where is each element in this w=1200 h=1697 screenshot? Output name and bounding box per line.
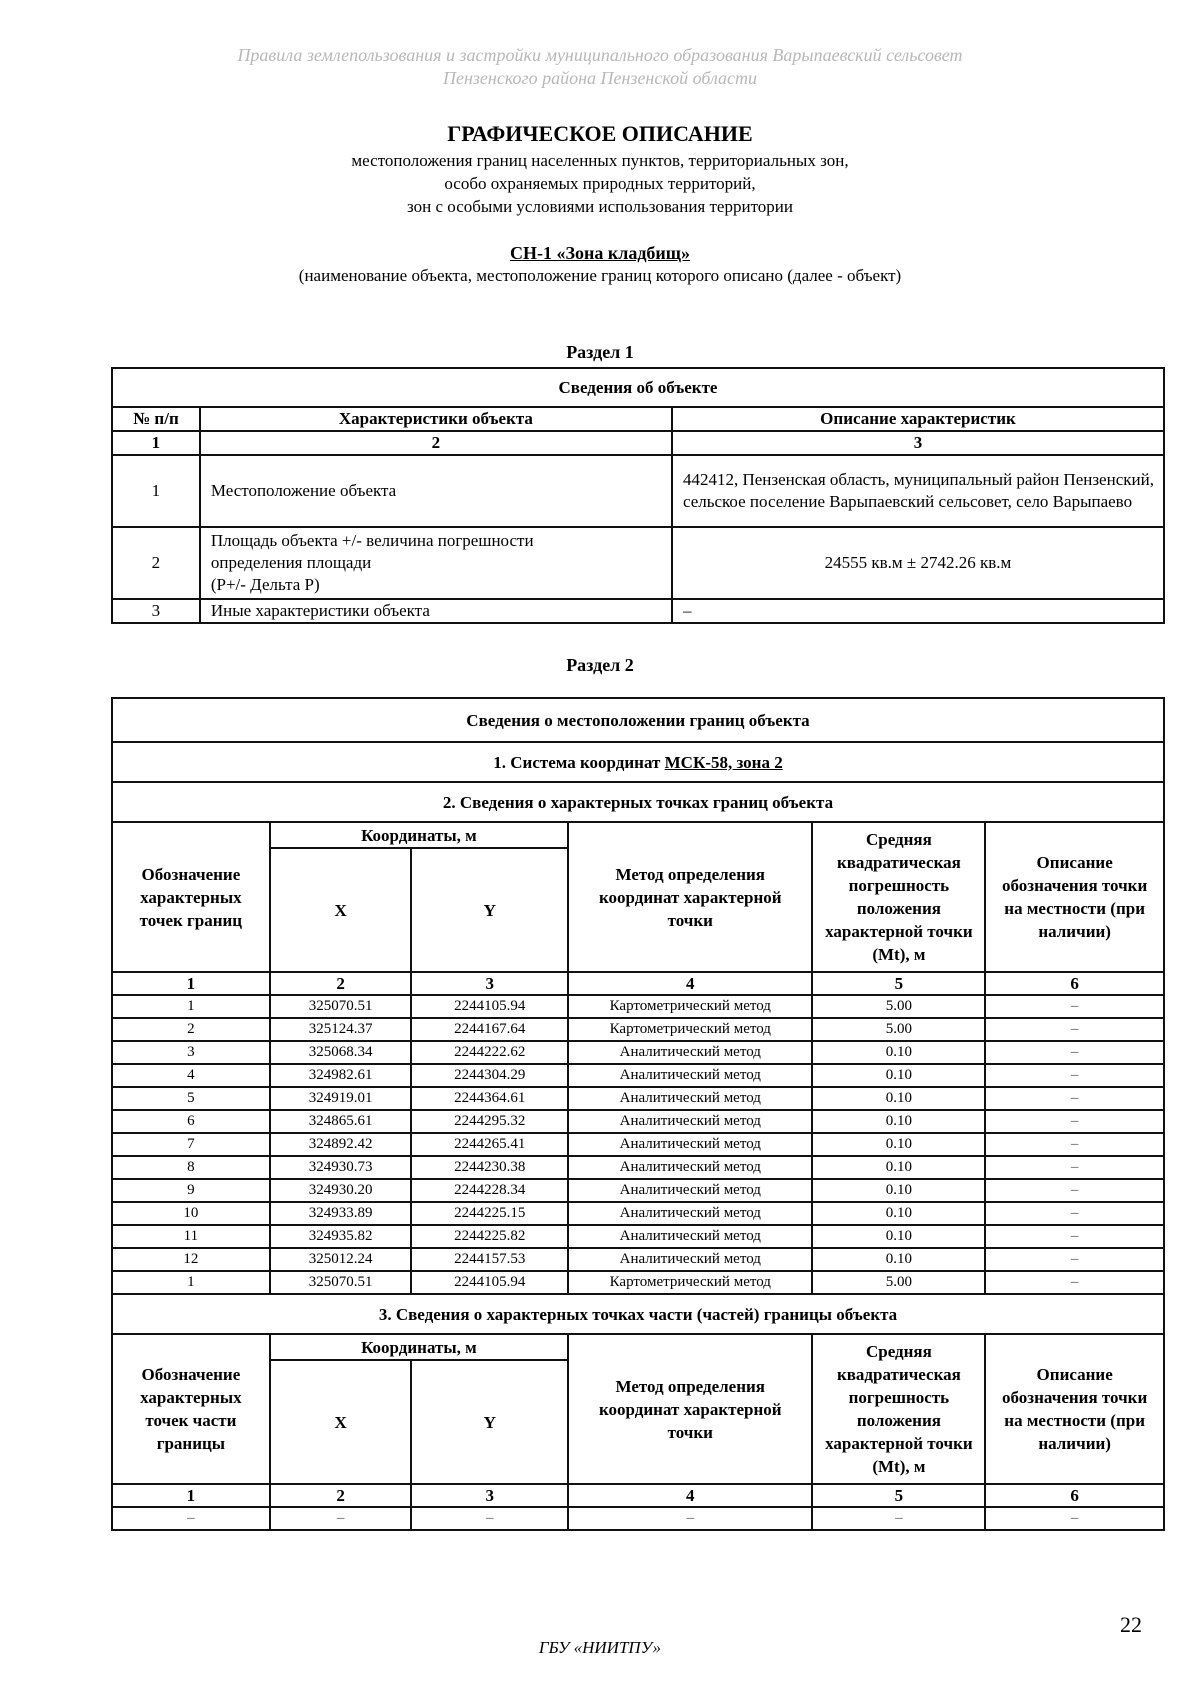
running-header-line1: Правила землепользования и застройки муниципального образования Варыпаевский сельсовет xyxy=(237,45,963,65)
point-error: 0.10 xyxy=(812,1179,985,1202)
column-number: 5 xyxy=(812,1484,985,1507)
point-id: 11 xyxy=(112,1225,270,1248)
point-y: – xyxy=(411,1507,568,1530)
point-x: – xyxy=(270,1507,412,1530)
point-y: 2244222.62 xyxy=(411,1041,568,1064)
points-body xyxy=(112,995,1164,1294)
column-number: 1 xyxy=(112,431,200,455)
point-error: 0.10 xyxy=(812,1156,985,1179)
table-title: Сведения о местоположении границ объекта xyxy=(112,698,1164,742)
table-title: Сведения об объекте xyxy=(112,368,1164,407)
point-y: 2244167.64 xyxy=(411,1018,568,1041)
point-description: – xyxy=(985,1225,1164,1248)
point-x: 325070.51 xyxy=(270,995,412,1018)
table-row xyxy=(112,1156,1164,1179)
object-name: СН-1 «Зона кладбищ» xyxy=(509,243,690,263)
point-error: 0.10 xyxy=(812,1087,985,1110)
table-row xyxy=(112,1087,1164,1110)
column-header: Метод определения координат характерной точки xyxy=(568,1334,812,1484)
table-row xyxy=(112,599,1164,623)
object-info-table xyxy=(111,367,1165,624)
point-description: – xyxy=(985,1202,1164,1225)
point-method: Аналитический метод xyxy=(568,1248,812,1271)
point-id: 1 xyxy=(112,1271,270,1294)
section2-heading: Раздел 2 xyxy=(566,655,634,675)
point-id: 6 xyxy=(112,1110,270,1133)
point-y: 2244228.34 xyxy=(411,1179,568,1202)
table-row xyxy=(112,1271,1164,1294)
table-row xyxy=(112,995,1164,1018)
column-number: 3 xyxy=(672,431,1164,455)
column-header: Характеристики объекта xyxy=(200,407,672,431)
point-error: 0.10 xyxy=(812,1133,985,1156)
description: 442412, Пензенская область, муниципальный район Пензенский, сельское поселение Варыпаевский сельсовет, село Варыпаево xyxy=(672,455,1164,527)
table-row xyxy=(112,1202,1164,1225)
point-description: – xyxy=(985,1179,1164,1202)
point-x: 324930.20 xyxy=(270,1179,412,1202)
footer-organization: ГБУ «НИИТПУ» xyxy=(538,1638,662,1657)
description: – xyxy=(672,599,1164,623)
point-description: – xyxy=(985,995,1164,1018)
point-error: 0.10 xyxy=(812,1041,985,1064)
point-y: 2244105.94 xyxy=(411,1271,568,1294)
point-x: 324982.61 xyxy=(270,1064,412,1087)
point-y: 2244230.38 xyxy=(411,1156,568,1179)
column-header: Координаты, м xyxy=(270,822,568,848)
point-id: 2 xyxy=(112,1018,270,1041)
column-number: 3 xyxy=(411,1484,568,1507)
point-method: Аналитический метод xyxy=(568,1202,812,1225)
point-description: – xyxy=(985,1018,1164,1041)
point-error: 0.10 xyxy=(812,1225,985,1248)
column-header: X xyxy=(270,848,412,972)
point-x: 325068.34 xyxy=(270,1041,412,1064)
point-id: 7 xyxy=(112,1133,270,1156)
point-description: – xyxy=(985,1271,1164,1294)
point-method: Картометрический метод xyxy=(568,1018,812,1041)
point-id: 1 xyxy=(112,995,270,1018)
column-number: 6 xyxy=(985,1484,1164,1507)
point-id: 9 xyxy=(112,1179,270,1202)
point-x: 324930.73 xyxy=(270,1156,412,1179)
point-error: 0.10 xyxy=(812,1248,985,1271)
table-row xyxy=(112,455,1164,527)
point-error: 0.10 xyxy=(812,1202,985,1225)
point-method: Аналитический метод xyxy=(568,1041,812,1064)
point-description: – xyxy=(985,1041,1164,1064)
column-number: 4 xyxy=(568,1484,812,1507)
point-description: – xyxy=(985,1064,1164,1087)
column-header: Средняя квадратическая погрешность положения характерной точки (Mt), м xyxy=(812,822,985,972)
column-header: X xyxy=(270,1360,412,1484)
column-header: № п/п xyxy=(112,407,200,431)
point-method: – xyxy=(568,1507,812,1530)
point-id: 10 xyxy=(112,1202,270,1225)
characteristic-line3: (Р+/- Дельта Р) xyxy=(210,575,320,594)
column-header: Описание обозначения точки на местности (при наличии) xyxy=(985,1334,1164,1484)
point-description: – xyxy=(985,1133,1164,1156)
column-header: Метод определения координат характерной точки xyxy=(568,822,812,972)
point-id: 8 xyxy=(112,1156,270,1179)
coordinate-system-value: МСК-58, зона 2 xyxy=(664,752,783,772)
point-method: Аналитический метод xyxy=(568,1087,812,1110)
column-number: 4 xyxy=(568,972,812,995)
column-header: Описание обозначения точки на местности (при наличии) xyxy=(985,822,1164,972)
point-method: Аналитический метод xyxy=(568,1179,812,1202)
point-method: Картометрический метод xyxy=(568,995,812,1018)
point-y: 2244105.94 xyxy=(411,995,568,1018)
point-y: 2244364.61 xyxy=(411,1087,568,1110)
point-x: 325070.51 xyxy=(270,1271,412,1294)
column-header: Средняя квадратическая погрешность положения характерной точки (Mt), м xyxy=(812,1334,985,1484)
section1-heading: Раздел 1 xyxy=(566,342,634,362)
column-header: Обозначение характерных точек границ xyxy=(112,822,270,972)
point-y: 2244265.41 xyxy=(411,1133,568,1156)
point-id: 5 xyxy=(112,1087,270,1110)
characteristic-line1: Площадь объекта +/- величина погрешности xyxy=(210,531,534,550)
point-y: 2244295.32 xyxy=(411,1110,568,1133)
point-id: 3 xyxy=(112,1041,270,1064)
subsection-title: 2. Сведения о характерных точках границ объекта xyxy=(112,782,1164,822)
point-description: – xyxy=(985,1248,1164,1271)
point-error: 5.00 xyxy=(812,995,985,1018)
column-number: 1 xyxy=(112,972,270,995)
point-x: 324935.82 xyxy=(270,1225,412,1248)
characteristic xyxy=(200,527,672,599)
point-id: 12 xyxy=(112,1248,270,1271)
document-title: ГРАФИЧЕСКОЕ ОПИСАНИЕ xyxy=(447,121,753,146)
point-x: 324919.01 xyxy=(270,1087,412,1110)
point-y: 2244157.53 xyxy=(411,1248,568,1271)
point-x: 324933.89 xyxy=(270,1202,412,1225)
point-method: Аналитический метод xyxy=(568,1110,812,1133)
document-subtitle xyxy=(0,149,1200,218)
point-x: 325124.37 xyxy=(270,1018,412,1041)
point-method: Аналитический метод xyxy=(568,1225,812,1248)
point-description: – xyxy=(985,1156,1164,1179)
description: 24555 кв.м ± 2742.26 кв.м xyxy=(672,527,1164,599)
table-row xyxy=(112,1507,1164,1530)
table-row xyxy=(112,1225,1164,1248)
part-points-body xyxy=(112,1507,1164,1530)
point-id: 4 xyxy=(112,1064,270,1087)
table-row xyxy=(112,1179,1164,1202)
table-row xyxy=(112,1110,1164,1133)
table-row xyxy=(112,1041,1164,1064)
column-header: Описание характеристик xyxy=(672,407,1164,431)
point-method: Картометрический метод xyxy=(568,1271,812,1294)
column-number: 6 xyxy=(985,972,1164,995)
characteristic-line2: определения площади xyxy=(210,553,372,572)
point-id: – xyxy=(112,1507,270,1530)
coordinate-system-prefix: 1. Система координат xyxy=(493,752,665,772)
column-header: Обозначение характерных точек части границы xyxy=(112,1334,270,1484)
point-description: – xyxy=(985,1087,1164,1110)
point-description: – xyxy=(985,1507,1164,1530)
running-header xyxy=(0,44,1200,90)
subtitle-line3: зон с особыми условиями использования территории xyxy=(407,197,793,216)
table-row xyxy=(112,527,1164,599)
coordinate-system xyxy=(112,742,1164,782)
row-number: 1 xyxy=(112,455,200,527)
characteristic: Иные характеристики объекта xyxy=(200,599,672,623)
point-method: Аналитический метод xyxy=(568,1064,812,1087)
column-number: 1 xyxy=(112,1484,270,1507)
column-number: 2 xyxy=(200,431,672,455)
characteristic: Местоположение объекта xyxy=(200,455,672,527)
point-error: 0.10 xyxy=(812,1110,985,1133)
column-number: 5 xyxy=(812,972,985,995)
point-description: – xyxy=(985,1110,1164,1133)
point-y: 2244225.15 xyxy=(411,1202,568,1225)
column-header: Y xyxy=(411,1360,568,1484)
point-error: 5.00 xyxy=(812,1018,985,1041)
page-number: 22 xyxy=(1120,1612,1142,1637)
table-row xyxy=(112,1248,1164,1271)
point-x: 324865.61 xyxy=(270,1110,412,1133)
point-x: 324892.42 xyxy=(270,1133,412,1156)
point-error: – xyxy=(812,1507,985,1530)
subtitle-line1: местоположения границ населенных пунктов, территориальных зон, xyxy=(351,151,849,170)
point-error: 0.10 xyxy=(812,1064,985,1087)
boundary-points-table xyxy=(111,697,1165,1531)
point-x: 325012.24 xyxy=(270,1248,412,1271)
column-number: 3 xyxy=(411,972,568,995)
running-header-line2: Пензенского района Пензенской области xyxy=(442,68,758,88)
column-number: 2 xyxy=(270,972,412,995)
point-method: Аналитический метод xyxy=(568,1156,812,1179)
row-number: 3 xyxy=(112,599,200,623)
column-number: 2 xyxy=(270,1484,412,1507)
point-method: Аналитический метод xyxy=(568,1133,812,1156)
row-number: 2 xyxy=(112,527,200,599)
table-row xyxy=(112,1133,1164,1156)
subsection-title: 3. Сведения о характерных точках части (частей) границы объекта xyxy=(112,1294,1164,1334)
table-row xyxy=(112,1064,1164,1087)
column-header: Координаты, м xyxy=(270,1334,568,1360)
table-row xyxy=(112,1018,1164,1041)
object-caption: (наименование объекта, местоположение границ которого описано (далее - объект) xyxy=(298,266,902,285)
column-header: Y xyxy=(411,848,568,972)
subtitle-line2: особо охраняемых природных территорий, xyxy=(444,174,756,193)
point-y: 2244225.82 xyxy=(411,1225,568,1248)
point-y: 2244304.29 xyxy=(411,1064,568,1087)
point-error: 5.00 xyxy=(812,1271,985,1294)
